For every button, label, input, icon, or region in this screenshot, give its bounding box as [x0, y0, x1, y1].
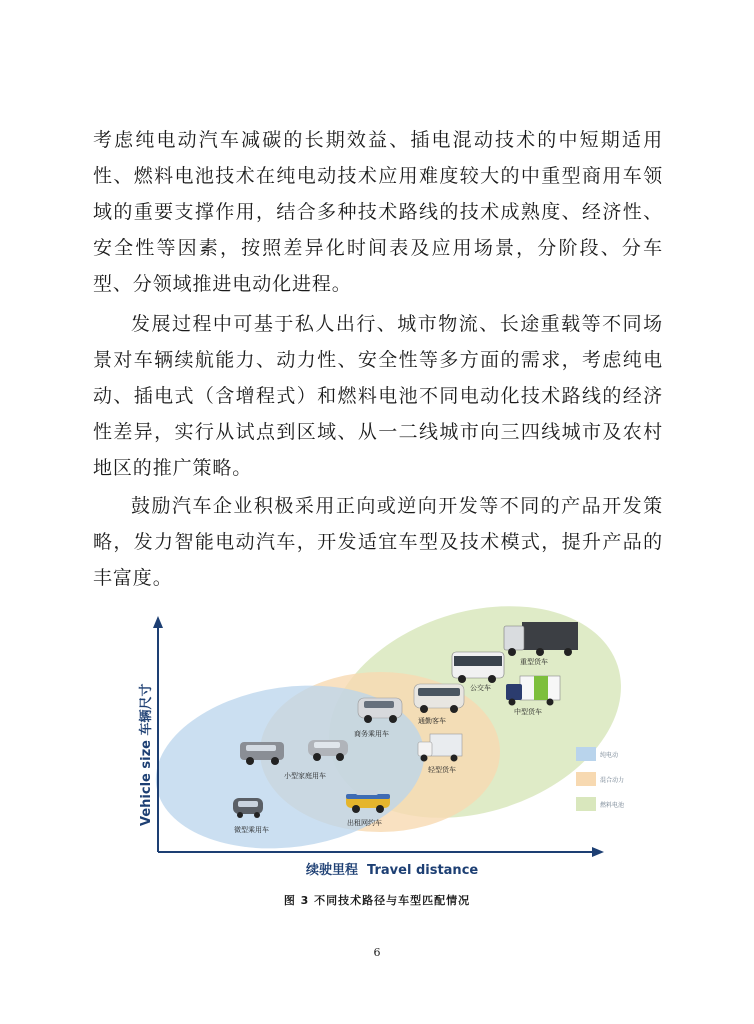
taxi-label: 出租网约车: [347, 819, 382, 827]
bus-label: 公交车: [470, 684, 491, 692]
legend-fcev-swatch: [576, 797, 596, 811]
figure-canvas: [120, 612, 625, 882]
micro-car-label: 微型乘用车: [234, 826, 269, 834]
legend-bev-swatch: [576, 747, 596, 761]
heavy-truck-label: 重型货车: [520, 658, 548, 666]
x-axis-arrow: [592, 847, 604, 857]
figure-caption: 图 3 不同技术路径与车型匹配情况: [283, 894, 471, 907]
paragraph-3: 鼓励汽车企业积极采用正向或逆向开发等不同的产品开发策略，发力智能电动汽车，开发适宜车型及技术模式，提升产品的丰富度。: [93, 495, 663, 589]
commuter-label: 通勤客车: [418, 717, 446, 725]
legend-hybrid-label: 混合动力: [600, 777, 625, 784]
page-number: 6: [373, 946, 381, 959]
tech-route-figure: [120, 612, 625, 882]
medium-truck-label: 中型货车: [514, 708, 542, 716]
y-axis-title-en: Vehicle size 车辆尺寸: [139, 683, 154, 826]
business-label: 商务乘用车: [354, 730, 389, 738]
light-truck-label: 轻型货车: [428, 766, 456, 774]
x-axis-title: 续驶里程 Travel distance: [306, 863, 479, 878]
heavy-truck-icon: [504, 622, 578, 656]
legend-fcev-label: 燃料电池: [600, 802, 625, 809]
y-axis-title: [130, 683, 156, 830]
paragraph-2: 发展过程中可基于私人出行、城市物流、长途重载等不同场景对车辆续航能力、动力性、安全性等多方面的需求，考虑纯电动、插电式（含增程式）和燃料电池不同电动化技术路线的经济性差异，实行从试点到区域、从一二线城市向三四线城市及农村地区的推广策略。: [93, 313, 663, 479]
legend-hybrid-swatch: [576, 772, 596, 786]
y-axis-arrow: [153, 616, 163, 628]
legend-bev-label: 纯电动: [600, 752, 619, 759]
paragraph-1: 考虑纯电动汽车减碳的长期效益、插电混动技术的中短期适用性、燃料电池技术在纯电动技术应用难度较大的中重型商用车领域的重要支撑作用，结合多种技术路线的技术成熟度、经济性、安全性等因素，按照差异化时间表及应用场景，分阶段、分车型、分领域推进电动化进程。: [93, 129, 663, 295]
small-family-label: 小型家庭用车: [284, 772, 326, 780]
